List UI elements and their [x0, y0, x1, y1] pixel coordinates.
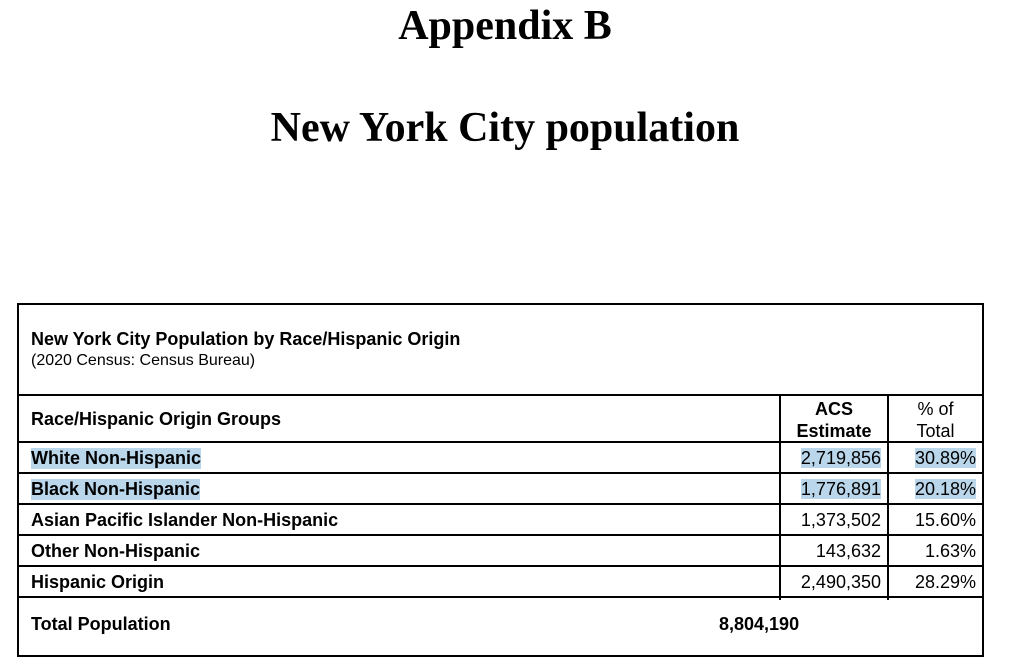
column-header-estimate-line1: ACS: [814, 399, 853, 419]
table-caption-title: New York City Population by Race/Hispanic Origin: [31, 329, 461, 349]
row-label[interactable]: Other Non-Hispanic: [31, 541, 201, 561]
row-percent[interactable]: 20.18%: [914, 479, 976, 499]
row-label[interactable]: Black Non-Hispanic: [31, 479, 201, 499]
row-percent[interactable]: 15.60%: [914, 510, 976, 530]
column-header-percent-line2: Total: [916, 421, 955, 441]
table-caption-subtitle: (2020 Census: Census Bureau): [31, 352, 256, 369]
table-row: [19, 474, 982, 505]
row-estimate[interactable]: 2,490,350: [800, 572, 881, 592]
row-percent[interactable]: 1.63%: [924, 541, 976, 561]
row-estimate[interactable]: 2,719,856: [800, 448, 881, 468]
column-header-percent: [889, 398, 982, 442]
row-label[interactable]: Asian Pacific Islander Non-Hispanic: [31, 510, 339, 530]
column-header-estimate-line2: Estimate: [796, 421, 872, 441]
page-title: New York City population: [270, 105, 740, 151]
column-header-group: Race/Hispanic Origin Groups: [31, 409, 282, 429]
row-percent[interactable]: 28.29%: [914, 572, 976, 592]
column-divider: [779, 396, 781, 600]
row-estimate[interactable]: 1,373,502: [800, 510, 881, 530]
column-header-percent-line1: % of: [917, 399, 954, 419]
row-estimate[interactable]: 1,776,891: [800, 479, 881, 499]
appendix-heading: Appendix B: [398, 3, 612, 49]
total-value: 8,804,190: [719, 614, 800, 634]
table-caption: [19, 305, 982, 396]
population-table: [17, 303, 984, 657]
row-label[interactable]: Hispanic Origin: [31, 572, 165, 592]
total-label: Total Population: [31, 614, 171, 634]
row-percent[interactable]: 30.89%: [914, 448, 976, 468]
table-row: [19, 567, 982, 598]
table-row: [19, 443, 982, 474]
table-header-row: [19, 396, 982, 443]
column-divider: [887, 396, 889, 600]
row-label[interactable]: White Non-Hispanic: [31, 448, 201, 468]
column-header-estimate: [781, 398, 887, 442]
total-row: [19, 600, 982, 655]
table-row: [19, 505, 982, 536]
table-row: [19, 536, 982, 567]
row-estimate[interactable]: 143,632: [815, 541, 881, 561]
